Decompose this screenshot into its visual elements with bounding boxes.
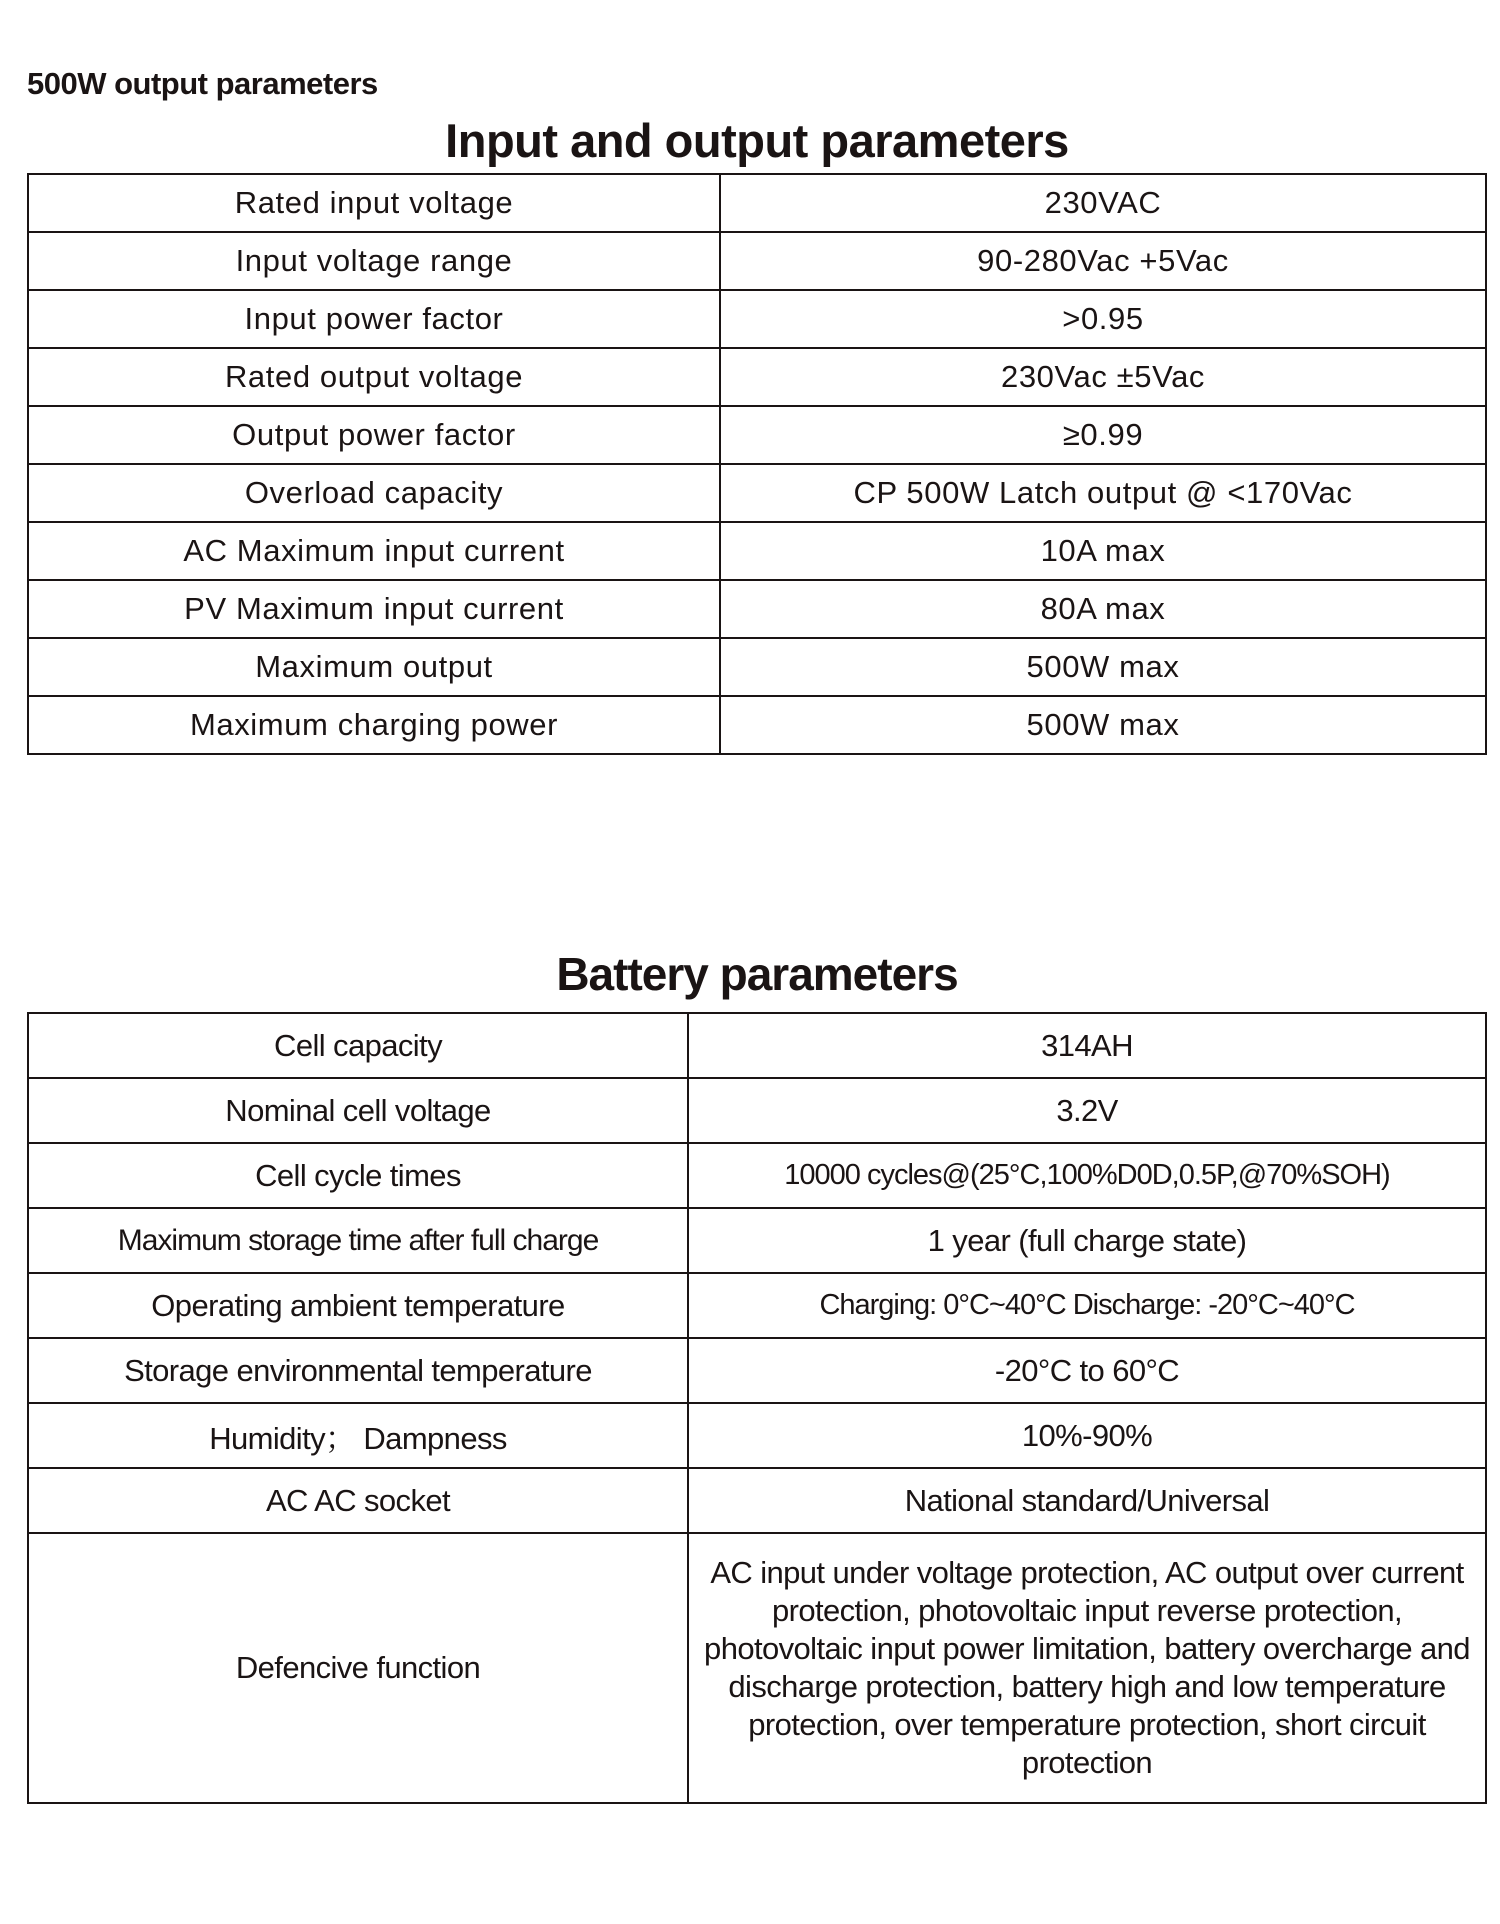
- parameter-value: 230VAC: [720, 174, 1486, 232]
- parameter-value: 3.2V: [688, 1078, 1486, 1143]
- parameter-label: Storage environmental temperature: [28, 1338, 688, 1403]
- battery-parameters-title: Battery parameters: [556, 948, 958, 1000]
- table-row: [28, 1468, 1486, 1533]
- parameter-value: National standard/Universal: [688, 1468, 1486, 1533]
- parameter-value: -20°C to 60°C: [688, 1338, 1486, 1403]
- table-row: [28, 174, 1486, 232]
- table-row: [28, 406, 1486, 464]
- parameter-label: Rated output voltage: [28, 348, 720, 406]
- parameter-value: 1 year (full charge state): [688, 1208, 1486, 1273]
- parameter-label: Input power factor: [28, 290, 720, 348]
- parameter-value: 500W max: [720, 638, 1486, 696]
- parameter-label: Defencive function: [28, 1533, 688, 1803]
- parameter-value: 314AH: [688, 1013, 1486, 1078]
- parameter-label: AC Maximum input current: [28, 522, 720, 580]
- parameter-label: Humidity； Dampness: [28, 1403, 688, 1468]
- table-row: [28, 348, 1486, 406]
- parameter-label: Cell cycle times: [28, 1143, 688, 1208]
- table-row: [28, 1208, 1486, 1273]
- parameter-value: 230Vac ±5Vac: [720, 348, 1486, 406]
- parameter-label: PV Maximum input current: [28, 580, 720, 638]
- parameter-label: Input voltage range: [28, 232, 720, 290]
- table-row: [28, 522, 1486, 580]
- parameter-label: Maximum charging power: [28, 696, 720, 754]
- table-row: [28, 464, 1486, 522]
- parameter-label: Output power factor: [28, 406, 720, 464]
- parameter-label: Maximum output: [28, 638, 720, 696]
- table-row: [28, 1273, 1486, 1338]
- parameter-value: ≥0.99: [720, 406, 1486, 464]
- parameter-value: 80A max: [720, 580, 1486, 638]
- parameter-label: Overload capacity: [28, 464, 720, 522]
- parameter-value: AC input under voltage protection, AC output over current protection, photovoltaic input reverse protection, photovoltaic input power limitation, battery overcharge and discharge protection, battery high and low temperature protection, over temperature protection, short circuit protection: [688, 1533, 1486, 1803]
- table-row: [28, 1078, 1486, 1143]
- table-row: [28, 580, 1486, 638]
- parameter-label: Nominal cell voltage: [28, 1078, 688, 1143]
- table-row: [28, 232, 1486, 290]
- parameter-label: Operating ambient temperature: [28, 1273, 688, 1338]
- table-row: [28, 1338, 1486, 1403]
- table-row: [28, 638, 1486, 696]
- parameter-value: CP 500W Latch output @ <170Vac: [720, 464, 1486, 522]
- parameter-value: 10%-90%: [688, 1403, 1486, 1468]
- table-row: [28, 696, 1486, 754]
- parameter-value: >0.95: [720, 290, 1486, 348]
- parameter-value: 10A max: [720, 522, 1486, 580]
- document-heading: 500W output parameters: [27, 66, 378, 101]
- battery-parameters-table: [27, 1012, 1487, 1804]
- parameter-value: 90-280Vac +5Vac: [720, 232, 1486, 290]
- parameter-label: Cell capacity: [28, 1013, 688, 1078]
- parameter-value: Charging: 0°C~40°C Discharge: -20°C~40°C: [688, 1273, 1486, 1338]
- table-row: [28, 1533, 1486, 1803]
- parameter-label: Rated input voltage: [28, 174, 720, 232]
- io-parameters-table: [27, 173, 1487, 755]
- table-row: [28, 1143, 1486, 1208]
- table-row: [28, 290, 1486, 348]
- parameter-value: 500W max: [720, 696, 1486, 754]
- table-row: [28, 1013, 1486, 1078]
- parameter-label: Maximum storage time after full charge: [28, 1208, 688, 1273]
- parameter-label: AC AC socket: [28, 1468, 688, 1533]
- io-parameters-title: Input and output parameters: [445, 114, 1069, 167]
- parameter-value: 10000 cycles@(25°C,100%D0D,0.5P,@70%SOH): [688, 1143, 1486, 1208]
- table-row: [28, 1403, 1486, 1468]
